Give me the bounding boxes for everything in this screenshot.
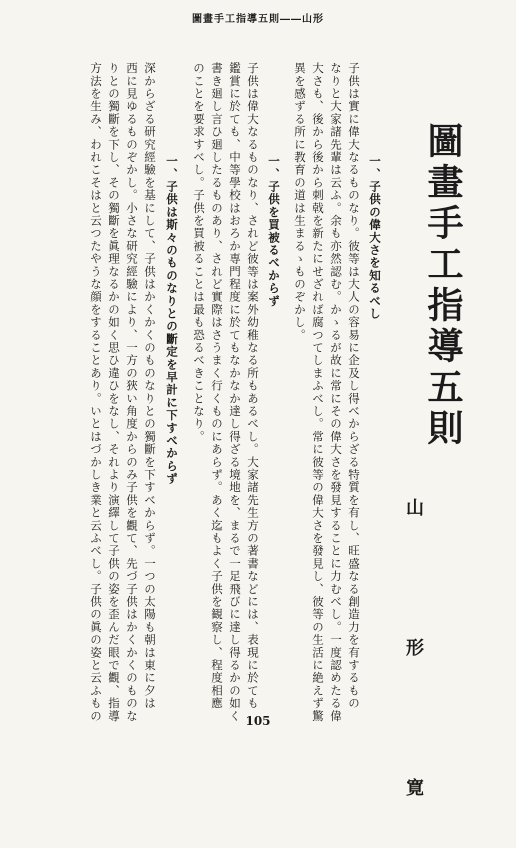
text-line: 異を感ずる所に教育の道は生まるゝものぞかし。 bbox=[293, 62, 307, 342]
text-line: 大さも、後から後から刺戟を新たにせざれば腐つてしまふべし。常に彼等の偉大さを發見し、彼等の生活に絶えず驚 bbox=[311, 62, 325, 723]
text-line: 子供は實に偉大なるものなり。彼等は大人の容易に企及し得べからざる特質を有し、旺盛なる創造力を有するもの bbox=[347, 62, 361, 710]
section-heading: 一、子供の偉大さを知るべし bbox=[368, 155, 382, 321]
author-name: 山 形 寛 bbox=[403, 498, 424, 848]
text-line: 鑑賞に於ても、中等學校はおろか専門程度に於てもなかなか達し得ざる境地を、まるで一足飛びに達し得るかの如く bbox=[228, 62, 242, 723]
text-line: なりと大家諸先輩は云ふ。余も亦然認む。かゝるが故に常にその偉大さを發見することに力むべし。一度認めたる偉 bbox=[329, 62, 343, 723]
page-number: 105 bbox=[245, 714, 271, 728]
text-line: 西に見ゆるものぞかし。小さな研究經驗により、一方の狹い角度からのみ子供を觀て、先づ子供はかくかくのものな bbox=[125, 62, 139, 723]
text-line: 書き廻し言ひ廻したるものあり、されど實際はさうまく行くものにあらず。あく迄もよく子供を観察し、程度相應 bbox=[210, 62, 224, 710]
running-head: 圖畫手工指導五則――山形 bbox=[192, 14, 324, 25]
text-line: りとの獨斷を下し、その獨斷を眞理なるかの如く思ひ違ひをなし、それより演繹して子供の姿を歪んだ眼で觀、指導 bbox=[107, 62, 121, 723]
text-line: 深からざる研究經驗を基にして、子供はかくかくのものなりとの獨斷を下すべからず。一つの太陽も朝は東に夕は bbox=[143, 62, 157, 710]
section-heading: 一、子供は斯々のものなりとの斷定を早計に下すべからず bbox=[165, 155, 179, 486]
text-line: のことを要求すべし。子供を買被ることは最も恐るべきことなり。 bbox=[192, 62, 206, 443]
article-title: 圖畫手工指導五則 bbox=[422, 122, 464, 450]
text-line: 方法を生み、われこそはと云つたやうな顔をすることあり。いとはづかしき業と云ふべし。子供の眞の姿と云ふもの bbox=[89, 62, 103, 723]
section-heading: 一、子供を買被るべからず bbox=[267, 155, 281, 308]
text-line: 子供は偉大なるものなり、されど彼等は案外幼稚なる所もあるべし。大家諸先生方の著書などには、表現に於ても bbox=[246, 62, 260, 710]
